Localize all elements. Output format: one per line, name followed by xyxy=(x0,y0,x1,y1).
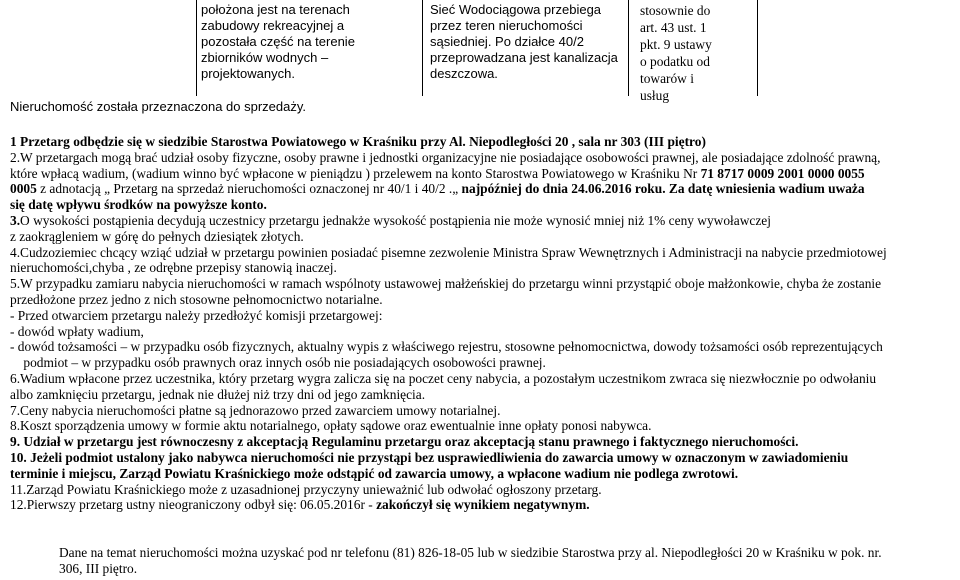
term-line: 9. Udział w przetargu jest równoczesny z akceptacją Regulaminu przetargu oraz akceptacją stanu prawnego i faktycznego nieruchomości. xyxy=(10,434,799,450)
term-line: 8.Koszt sporządzenia umowy w formie aktu notarialnego, opłaty sądowe oraz ewentualnie inne opłaty ponosi nabywca. xyxy=(10,418,652,434)
contact-line: 306, III piętro. xyxy=(59,560,138,576)
text-span: 3. xyxy=(10,212,21,228)
text-span: które wpłacą wadium, (wadium winno być wpłacone w pieniądzu ) przelewem na konto Starostwa Powiatowego w Kraśniku Nr xyxy=(10,165,698,181)
cell-line: projektowanych. xyxy=(201,66,295,81)
term-line: 6.Wadium wpłacone przez uczestnika, który przetarg wygra zalicza się na poczet ceny nabycia, a pozostałym uczestnikom zwraca się niezwłocznie po odwołaniu xyxy=(10,370,877,386)
result-text: zakończył się wynikiem negatywnym. xyxy=(376,497,590,513)
term-line: 1 Przetarg odbędzie się w siedzibie Starostwa Powiatowego w Kraśniku przy Al. Niepodległości 20 , sala nr 303 (III piętro) xyxy=(10,134,706,149)
term-line: albo zamknięciu przetargu, jednak nie dłużej niż trzy dni od jego zamknięcia. xyxy=(10,386,426,402)
contact-line: Dane na temat nieruchomości można uzyskać pod nr telefonu (81) 826-18-05 lub w siedzibie Starostwa przy al. Niepodległości 20 w Kraśniku w pok. nr. xyxy=(59,545,882,560)
term-line: - dowód tożsamości – w przypadku osób fizycznych, aktualny wypis z właściwego rejestru, stosowne pełnomocnictwa, dowody tożsamości osób reprezentujących xyxy=(10,339,883,355)
table-cell-utilities xyxy=(430,2,620,82)
auction-terms xyxy=(10,134,958,513)
deadline: najpóźniej do dnia 24.06.2016 roku. xyxy=(461,181,666,197)
term-line: 11.Zarząd Powiatu Kraśnickiego może z uzasadnionej przyczyny unieważnić lub odwołać ogłoszony przetarg. xyxy=(10,481,602,497)
cell-line: przez teren nieruchomości xyxy=(430,18,583,33)
term-paragraph xyxy=(10,213,958,229)
term-line: 4.Cudzoziemiec chcący wziąć udział w przetargu powinien posiadać pisemne zezwolenie Ministra Spraw Wewnętrznych i Administracji na nabycie przedmiotowej xyxy=(10,244,887,260)
table-border xyxy=(628,0,629,96)
term-line: nieruchomości,chyba , ze odrębne przepisy stanowią inaczej. xyxy=(10,260,337,276)
term-line: przedłożone przez jedno z nich stosowne pełnomocnictwo notarialne. xyxy=(10,291,383,307)
cell-line: Sieć Wodociągowa przebiega xyxy=(430,2,602,17)
term-line: 5.W przypadku zamiaru nabycia nieruchomości w ramach wspólnoty ustawowej małżeńskiej do przetargu winni przystąpić oboje małżonkowie, chyba że zostanie xyxy=(10,276,882,292)
cell-line: położona jest na terenach xyxy=(201,2,350,17)
cell-line: deszczowa. xyxy=(430,66,498,81)
text-span: O wysokości postąpienia decydują uczestnicy przetargu jednakże wysokość postąpienia nie może wynosić mniej niż 1% ceny wywoławczej xyxy=(20,212,771,228)
cell-line: przeprowadzana jest kanalizacja xyxy=(430,50,618,65)
cell-line: pkt. 9 ustawy xyxy=(640,37,712,52)
term-line: 10. Jeżeli podmiot ustalony jako nabywca nieruchomości nie przystąpi bez usprawiedliwienia do zawarcia umowy w oznaczonym w zawiadomieniu xyxy=(10,449,849,465)
term-paragraph xyxy=(10,166,958,182)
cell-line: stosownie do xyxy=(640,3,711,18)
cell-line: o podatku od xyxy=(640,54,710,69)
term-line: 2.W przetargach mogą brać udział osoby fizyczne, osoby prawne i jednostki organizacyjne nie posiadające osobowości prawnej, ale posiadające zdolność prawną, xyxy=(10,149,881,165)
term-line: - Przed otwarciem przetargu należy przedłożyć komisji przetargowej: xyxy=(10,307,383,323)
term-paragraph xyxy=(10,497,958,513)
cell-line: pozostała część na terenie xyxy=(201,34,355,49)
term-line: terminie i miejscu, Zarząd Powiatu Kraśnickiego może odstąpić od zawarcia umowy, a wpłacone wadium nie podlega zwrotowi. xyxy=(10,465,739,481)
cell-line: zabudowy rekreacyjnej a xyxy=(201,18,345,33)
table-border xyxy=(422,0,423,96)
bank-account: 0005 xyxy=(10,181,37,197)
cell-line: usług xyxy=(640,88,670,103)
bank-account: 71 8717 0009 2001 0000 0055 xyxy=(700,165,865,181)
cell-line: sąsiedniej. Po działce 40/2 xyxy=(430,34,584,49)
term-line: - dowód wpłaty wadium, xyxy=(10,323,144,339)
sale-note: Nieruchomość została przeznaczona do sprzedaży. xyxy=(10,99,307,114)
term-line: 7.Ceny nabycia nieruchomości płatne są jednorazowo przed zawarciem umowy notarialnej. xyxy=(10,402,501,418)
term-paragraph xyxy=(10,181,958,197)
text-span: z adnotacją „ Przetarg na sprzedaż nieruchomości oznaczonej nr 40/1 i 40/2 .„ xyxy=(40,181,459,197)
table-border xyxy=(757,0,758,96)
term-line: z zaokrągleniem w górę do pełnych dziesiątek złotych. xyxy=(10,228,304,244)
term-line: podmiot – w przypadku osób prawnych oraz innych osób nie posiadających osobowości prawnej. xyxy=(10,355,546,371)
table-cell-zoning xyxy=(201,2,389,82)
text-span: 12.Pierwszy przetarg ustny nieograniczony odbył się: 06.05.2016r - xyxy=(10,497,373,513)
term-line: się datę wpływu środków na powyższe konto. xyxy=(10,197,267,213)
contact-info xyxy=(59,545,959,577)
text-span: Za datę wniesienia wadium uważa xyxy=(668,181,865,197)
cell-line: art. 43 ust. 1 xyxy=(640,20,707,35)
cell-line: towarów i xyxy=(640,71,694,86)
table-cell-vat xyxy=(640,2,752,104)
cell-line: zbiorników wodnych – xyxy=(201,50,329,65)
table-border xyxy=(196,0,197,96)
